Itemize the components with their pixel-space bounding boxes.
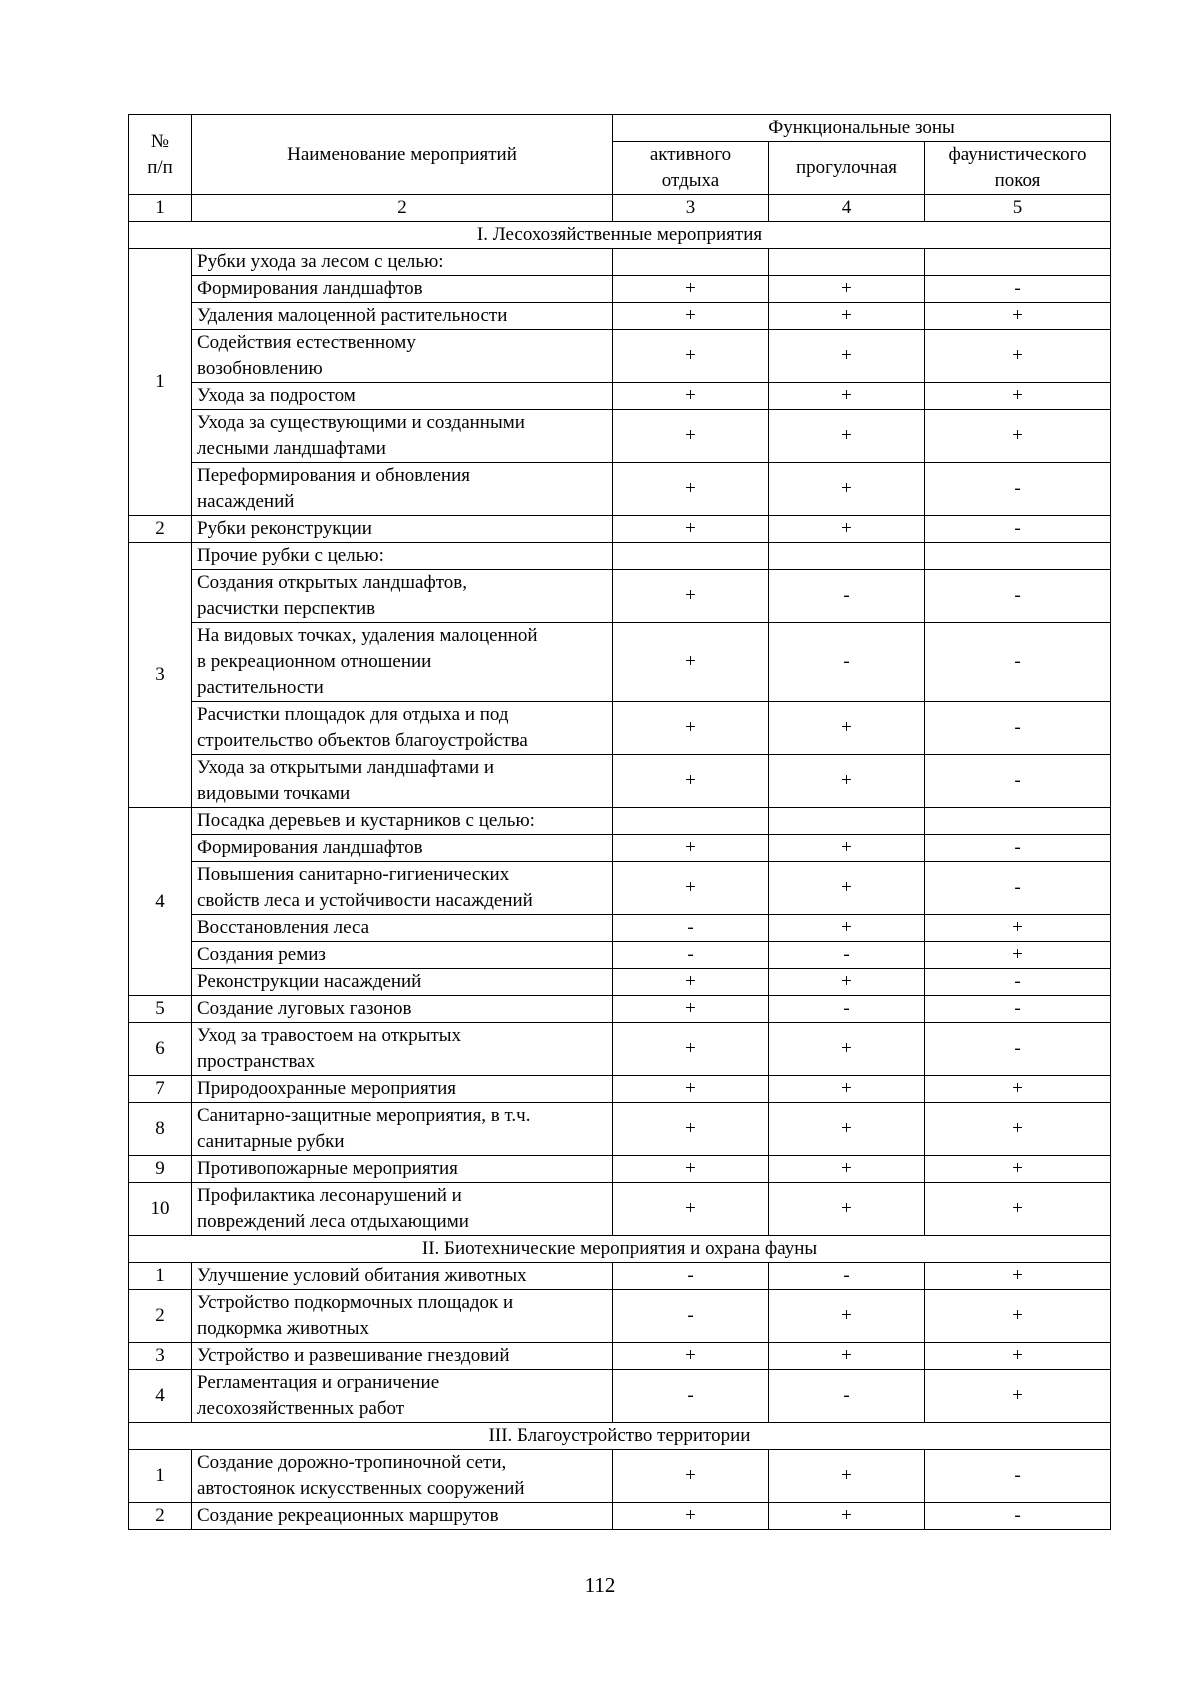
measure-name-line: Формирования ландшафтов: [197, 837, 423, 858]
zone-mark: -: [613, 915, 769, 942]
measure-name: [192, 1023, 613, 1076]
measure-name: [192, 755, 613, 808]
zone-mark: +: [613, 463, 769, 516]
zone-mark: [925, 808, 1111, 835]
measure-name-line: Удаления малоценной растительности: [197, 305, 508, 326]
table-row: [129, 808, 1111, 835]
measure-name-line: Природоохранные мероприятия: [197, 1078, 456, 1099]
header-zone-active: [613, 142, 769, 195]
zone-mark: -: [925, 1023, 1111, 1076]
header-zone-line: активного: [649, 144, 732, 165]
measure-name: [192, 1156, 613, 1183]
measure-name: [192, 1263, 613, 1290]
measure-name: [192, 543, 613, 570]
row-number: 1: [129, 1263, 192, 1290]
row-number: 3: [129, 543, 192, 808]
column-numbers-row: [129, 195, 1111, 222]
zone-mark: +: [769, 516, 925, 543]
zone-mark: +: [613, 862, 769, 915]
table-row: [129, 1023, 1111, 1076]
table-row: [129, 1263, 1111, 1290]
measure-name: [192, 330, 613, 383]
measure-name: [192, 1370, 613, 1423]
measure-name: [192, 276, 613, 303]
zone-mark: +: [613, 835, 769, 862]
zone-mark: [613, 808, 769, 835]
table-row: [129, 1076, 1111, 1103]
zone-mark: -: [925, 1503, 1111, 1530]
measure-name: [192, 383, 613, 410]
zone-mark: +: [613, 1183, 769, 1236]
page-number: 112: [584, 1573, 616, 1597]
measure-name: [192, 915, 613, 942]
header-name: Наименование мероприятий: [192, 115, 613, 195]
table-row: [129, 543, 1111, 570]
zone-mark: +: [769, 755, 925, 808]
zone-mark: +: [769, 1156, 925, 1183]
header-zone-line: фаунистического: [948, 144, 1087, 165]
zone-mark: -: [925, 276, 1111, 303]
measure-name-line: санитарные рубки: [197, 1131, 345, 1152]
measure-name-line: Создание дорожно-тропиночной сети,: [197, 1452, 507, 1473]
table-row: [129, 463, 1111, 516]
zone-mark: -: [769, 1370, 925, 1423]
row-number: 7: [129, 1076, 192, 1103]
zone-mark: +: [769, 1076, 925, 1103]
measure-name-line: Формирования ландшафтов: [197, 278, 423, 299]
measure-name-line: пространствах: [197, 1051, 316, 1072]
measure-name-line: растительности: [197, 677, 324, 698]
zone-mark: +: [613, 516, 769, 543]
header-zone-line: покоя: [994, 170, 1041, 191]
zone-mark: +: [613, 1503, 769, 1530]
zone-mark: +: [769, 862, 925, 915]
zone-mark: [769, 808, 925, 835]
zone-mark: +: [769, 1290, 925, 1343]
zone-mark: +: [925, 1263, 1111, 1290]
zone-mark: -: [613, 1263, 769, 1290]
zone-mark: [925, 249, 1111, 276]
zone-mark: +: [613, 1103, 769, 1156]
measure-name-line: Устройство подкормочных площадок и: [197, 1292, 514, 1313]
header-num-line: №: [150, 130, 170, 152]
table-row: [129, 1503, 1111, 1530]
zone-mark: +: [613, 1156, 769, 1183]
row-number: 4: [129, 808, 192, 996]
zone-mark: [613, 543, 769, 570]
table-row: [129, 330, 1111, 383]
zone-mark: +: [769, 1343, 925, 1370]
measure-name-line: Повышения санитарно-гигиенических: [197, 864, 510, 885]
zone-mark: +: [925, 1076, 1111, 1103]
table-row: [129, 755, 1111, 808]
zone-mark: +: [613, 276, 769, 303]
zone-mark: +: [925, 1156, 1111, 1183]
table-row: [129, 1450, 1111, 1503]
zone-mark: +: [925, 303, 1111, 330]
measure-name-line: Прочие рубки с целью:: [197, 545, 384, 566]
header-num-line: п/п: [147, 156, 173, 178]
zone-mark: +: [769, 1103, 925, 1156]
measure-name-line: подкормка животных: [197, 1318, 370, 1339]
zone-mark: +: [769, 463, 925, 516]
zone-mark: -: [925, 835, 1111, 862]
zone-mark: +: [769, 276, 925, 303]
table-row: [129, 862, 1111, 915]
measure-name-line: Регламентация и ограничение: [197, 1372, 440, 1393]
zone-mark: +: [769, 303, 925, 330]
section-title: I. Лесохозяйственные мероприятия: [129, 222, 1111, 249]
row-number: 2: [129, 1290, 192, 1343]
row-number: 10: [129, 1183, 192, 1236]
measure-name: [192, 969, 613, 996]
table-row: [129, 410, 1111, 463]
row-number: 5: [129, 996, 192, 1023]
measure-name-line: возобновлению: [197, 358, 323, 379]
zone-mark: +: [925, 410, 1111, 463]
header-zone-fauna: [925, 142, 1111, 195]
row-number: 4: [129, 1370, 192, 1423]
zone-mark: +: [769, 969, 925, 996]
measure-name-line: Создания ремиз: [197, 944, 326, 965]
measure-name-line: Ухода за подростом: [197, 385, 356, 406]
table-row: [129, 249, 1111, 276]
zone-mark: -: [925, 755, 1111, 808]
measure-name-line: Рубки реконструкции: [197, 518, 372, 539]
measure-name-line: в рекреационном отношении: [197, 651, 432, 672]
measure-name-line: Противопожарные мероприятия: [197, 1158, 458, 1179]
zone-mark: +: [613, 383, 769, 410]
measure-name-line: Ухода за существующими и созданными: [197, 412, 525, 433]
row-number: 1: [129, 249, 192, 516]
measure-name: [192, 702, 613, 755]
zone-mark: -: [925, 463, 1111, 516]
zone-mark: +: [769, 330, 925, 383]
zone-mark: +: [613, 1450, 769, 1503]
zone-mark: -: [925, 862, 1111, 915]
zone-mark: +: [769, 1450, 925, 1503]
table-body: [129, 222, 1111, 1530]
header-num: [129, 115, 192, 195]
measure-name-line: Реконструкции насаждений: [197, 971, 422, 992]
zone-mark: -: [925, 702, 1111, 755]
measure-name-line: Создание рекреационных маршрутов: [197, 1505, 499, 1526]
measure-name: [192, 996, 613, 1023]
measure-name: [192, 1450, 613, 1503]
zone-mark: +: [925, 1370, 1111, 1423]
zone-mark: +: [925, 1103, 1111, 1156]
measure-name: [192, 1183, 613, 1236]
measure-name-line: свойств леса и устойчивости насаждений: [197, 890, 533, 911]
measure-name: [192, 623, 613, 702]
column-number: 4: [769, 195, 925, 222]
zone-mark: +: [769, 410, 925, 463]
measure-name-line: Санитарно-защитные мероприятия, в т.ч.: [197, 1105, 531, 1126]
zone-mark: -: [925, 570, 1111, 623]
measure-name-line: Восстановления леса: [197, 917, 370, 938]
measure-name-line: Содействия естественному: [197, 332, 416, 353]
measure-name-line: На видовых точках, удаления малоценной: [197, 625, 538, 646]
column-number: 5: [925, 195, 1111, 222]
zone-mark: +: [613, 969, 769, 996]
zone-mark: +: [769, 702, 925, 755]
zone-mark: -: [613, 1370, 769, 1423]
measure-name-line: видовыми точками: [197, 783, 351, 804]
zone-mark: -: [925, 623, 1111, 702]
measure-name: [192, 410, 613, 463]
zone-mark: +: [925, 1343, 1111, 1370]
zone-mark: +: [925, 942, 1111, 969]
header-zone-walking: [769, 142, 925, 195]
table-row: [129, 835, 1111, 862]
zone-mark: +: [613, 623, 769, 702]
column-number: 3: [613, 195, 769, 222]
header-zone-line: отдыха: [661, 170, 720, 191]
row-number: 2: [129, 516, 192, 543]
table-row: [129, 1290, 1111, 1343]
measure-name: [192, 1290, 613, 1343]
section-title: III. Благоустройство территории: [129, 1423, 1111, 1450]
row-number: 9: [129, 1156, 192, 1183]
zone-mark: +: [925, 383, 1111, 410]
measure-name-line: лесными ландшафтами: [197, 438, 386, 459]
zone-mark: +: [613, 755, 769, 808]
measure-name-line: лесохозяйственных работ: [197, 1398, 405, 1419]
table-row: [129, 1156, 1111, 1183]
measure-name-line: повреждений леса отдыхающими: [197, 1211, 469, 1232]
zone-mark: +: [925, 330, 1111, 383]
table-row: [129, 276, 1111, 303]
section-title: II. Биотехнические мероприятия и охрана фауны: [129, 1236, 1111, 1263]
table-row: [129, 623, 1111, 702]
measure-name-line: Посадка деревьев и кустарников с целью:: [197, 810, 535, 831]
measure-name-line: Уход за травостоем на открытых: [197, 1025, 462, 1046]
measure-name-line: строительство объектов благоустройства: [197, 730, 528, 751]
zone-mark: -: [769, 942, 925, 969]
zone-mark: -: [925, 969, 1111, 996]
table-row: [129, 1183, 1111, 1236]
zone-mark: +: [613, 330, 769, 383]
measure-name-line: Расчистки площадок для отдыха и под: [197, 704, 509, 725]
zone-mark: +: [925, 915, 1111, 942]
zone-mark: +: [613, 996, 769, 1023]
table-row: [129, 996, 1111, 1023]
measure-name-line: насаждений: [197, 491, 295, 512]
row-number: 8: [129, 1103, 192, 1156]
measure-name: [192, 1503, 613, 1530]
measure-name-line: Ухода за открытыми ландшафтами и: [197, 757, 495, 778]
zone-mark: +: [613, 1343, 769, 1370]
zone-mark: +: [769, 1503, 925, 1530]
zone-mark: -: [925, 996, 1111, 1023]
table-row: [129, 1103, 1111, 1156]
measure-name: [192, 570, 613, 623]
measure-name: [192, 808, 613, 835]
section-row: [129, 1423, 1111, 1450]
header-zone-line: прогулочная: [795, 157, 897, 178]
zone-mark: [613, 249, 769, 276]
zone-mark: +: [613, 1023, 769, 1076]
measure-name-line: Улучшение условий обитания животных: [197, 1265, 527, 1286]
table-row: [129, 570, 1111, 623]
zone-mark: [925, 543, 1111, 570]
table-row: [129, 1370, 1111, 1423]
row-number: 3: [129, 1343, 192, 1370]
table-row: [129, 516, 1111, 543]
zone-mark: +: [925, 1290, 1111, 1343]
zone-mark: [769, 543, 925, 570]
measure-name-line: автостоянок искусственных сооружений: [197, 1478, 525, 1499]
zone-mark: -: [613, 1290, 769, 1343]
measure-name-line: расчистки перспектив: [197, 598, 376, 619]
section-row: [129, 1236, 1111, 1263]
measure-name: [192, 303, 613, 330]
measure-name: [192, 835, 613, 862]
row-number: 1: [129, 1450, 192, 1503]
zone-mark: -: [925, 516, 1111, 543]
measure-name: [192, 249, 613, 276]
measure-name-line: Создания открытых ландшафтов,: [197, 572, 468, 593]
zone-mark: +: [769, 383, 925, 410]
zone-mark: +: [769, 835, 925, 862]
measure-name-line: Рубки ухода за лесом с целью:: [197, 251, 444, 272]
zone-mark: +: [769, 915, 925, 942]
measures-table: [128, 114, 1111, 1530]
header-zones-group: Функциональные зоны: [613, 115, 1111, 142]
zone-mark: +: [925, 1183, 1111, 1236]
zone-mark: +: [613, 410, 769, 463]
zone-mark: +: [613, 1076, 769, 1103]
measure-name: [192, 942, 613, 969]
measure-name: [192, 1103, 613, 1156]
row-number: 6: [129, 1023, 192, 1076]
table-row: [129, 915, 1111, 942]
measure-name: [192, 463, 613, 516]
zone-mark: +: [769, 1183, 925, 1236]
header-row-1: [129, 115, 1111, 142]
zone-mark: -: [925, 1450, 1111, 1503]
table-row: [129, 383, 1111, 410]
measure-name: [192, 1343, 613, 1370]
measure-name-line: Создание луговых газонов: [197, 998, 412, 1019]
column-number: 1: [129, 195, 192, 222]
zone-mark: -: [769, 996, 925, 1023]
zone-mark: [769, 249, 925, 276]
zone-mark: -: [769, 623, 925, 702]
zone-mark: -: [769, 1263, 925, 1290]
table-row: [129, 942, 1111, 969]
table-row: [129, 303, 1111, 330]
zone-mark: +: [769, 1023, 925, 1076]
measure-name: [192, 516, 613, 543]
section-row: [129, 222, 1111, 249]
zone-mark: +: [613, 303, 769, 330]
zone-mark: +: [613, 570, 769, 623]
measure-name: [192, 862, 613, 915]
measure-name-line: Переформирования и обновления: [197, 465, 470, 486]
table-row: [129, 702, 1111, 755]
measure-name-line: Профилактика лесонарушений и: [197, 1185, 462, 1206]
table-row: [129, 1343, 1111, 1370]
row-number: 2: [129, 1503, 192, 1530]
column-number: 2: [192, 195, 613, 222]
zone-mark: -: [769, 570, 925, 623]
zone-mark: -: [613, 942, 769, 969]
table-row: [129, 969, 1111, 996]
measure-name: [192, 1076, 613, 1103]
measure-name-line: Устройство и развешивание гнездовий: [197, 1345, 510, 1366]
zone-mark: +: [613, 702, 769, 755]
